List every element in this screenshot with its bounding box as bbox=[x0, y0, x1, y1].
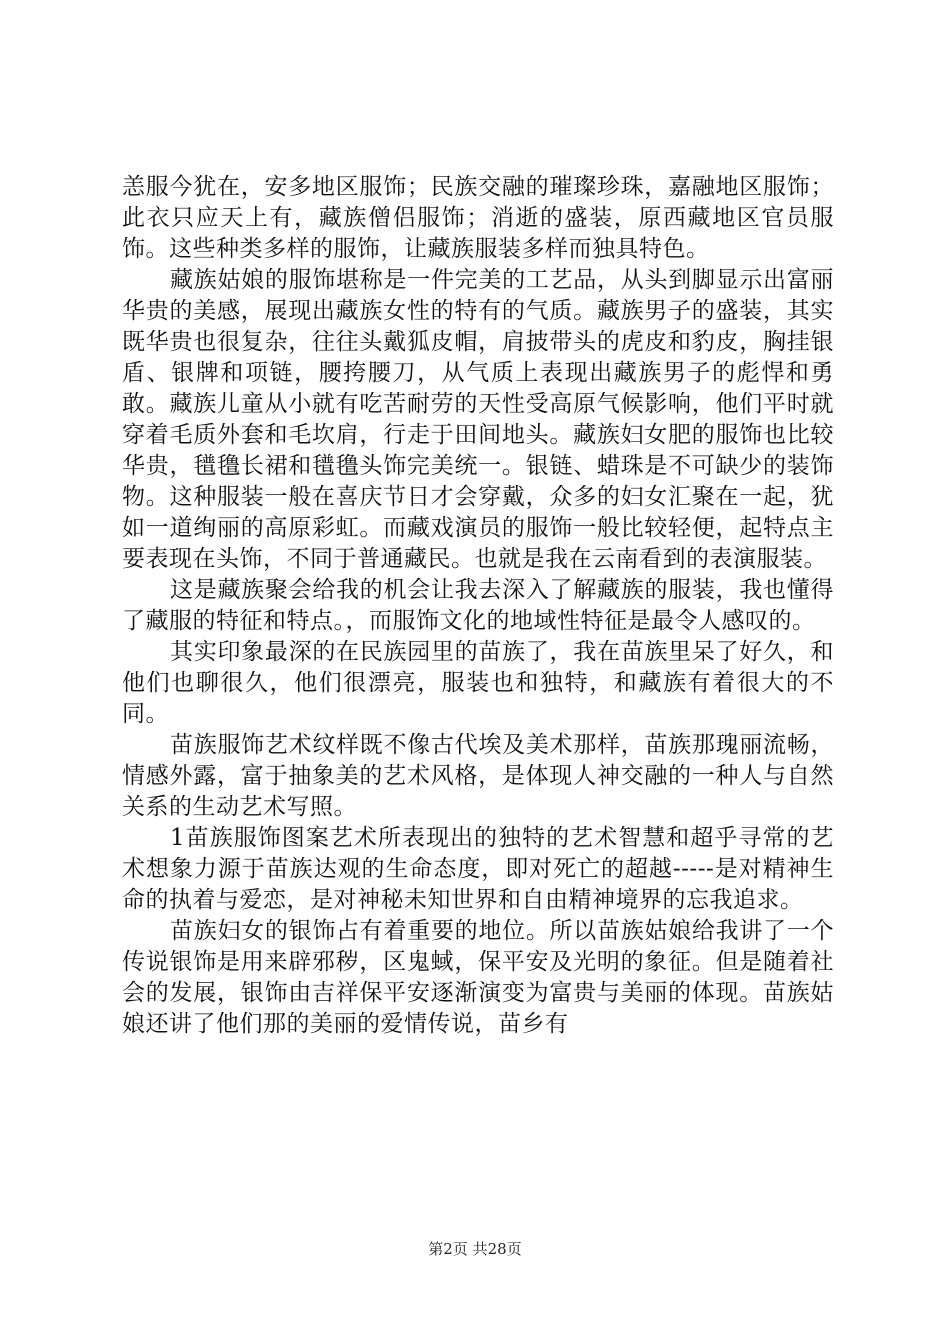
paragraph-5: 苗族服饰艺术纹样既不像古代埃及美术那样，苗族那瑰丽流畅，情感外露，富于抽象美的艺术风格，是体现人神交融的一种人与自然关系的生动艺术写照。 bbox=[122, 732, 834, 820]
document-body bbox=[122, 172, 834, 1040]
paragraph-4: 其实印象最深的在民族园里的苗族了，我在苗族里呆了好久，和他们也聊很久，他们很漂亮，服装也和独特，和藏族有着很大的不同。 bbox=[122, 639, 834, 727]
paragraph-2: 藏族姑娘的服饰堪称是一件完美的工艺品，从头到脚显示出富丽华贵的美感，展现出藏族女性的特有的气质。藏族男子的盛装，其实既华贵也很复杂，往往头戴狐皮帽，肩披带头的虎皮和豹皮，胸挂银盾、银牌和项链，腰挎腰刀，从气质上表现出藏族男子的彪悍和勇敢。藏族儿童从小就有吃苦耐劳的天性受高原气候影响，他们平时就穿着毛质外套和毛坎肩，行走于田间地头。藏族妇女肥的服饰也比较华贵，氆氇长裙和氆氇头饰完美统一。银链、蜡珠是不可缺少的装饰物。这种服装一般在喜庆节日才会穿戴，众多的妇女汇聚在一起，犹如一道绚丽的高原彩虹。而藏戏演员的服饰一般比较轻便，起特点主要表现在头饰，不同于普通藏民。也就是我在云南看到的表演服装。 bbox=[122, 267, 834, 572]
paragraph-7: 苗族妇女的银饰占有着重要的地位。所以苗族姑娘给我讲了一个传说银饰是用来辟邪秽，区鬼蜮，保平安及光明的象征。但是随着社会的发展，银饰由吉祥保平安逐渐演变为富贵与美丽的体现。苗族姑娘还讲了他们那的美丽的爱情传说，苗乡有 bbox=[122, 918, 834, 1037]
paragraph-6: 1苗族服饰图案艺术所表现出的独特的艺术智慧和超乎寻常的艺术想象力源于苗族达观的生命态度，即对死亡的超越-----是对精神生命的执着与爱恋，是对神秘未知世界和自由精神境界的忘我追求。 bbox=[122, 825, 834, 913]
paragraph-1: 恙服今犹在，安多地区服饰；民族交融的璀璨珍珠，嘉融地区服饰；此衣只应天上有，藏族僧侣服饰；消逝的盛装，原西藏地区官员服饰。这些种类多样的服饰，让藏族服装多样而独具特色。 bbox=[122, 174, 834, 262]
page-footer: 第2页 共28页 bbox=[428, 1240, 522, 1258]
paragraph-3: 这是藏族聚会给我的机会让我去深入了解藏族的服装，我也懂得了藏服的特征和特点。，而服饰文化的地域性特征是最令人感叹的。 bbox=[122, 577, 834, 634]
